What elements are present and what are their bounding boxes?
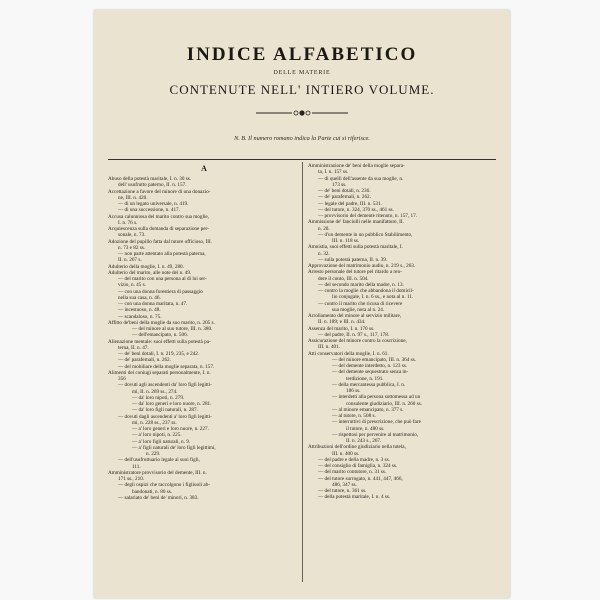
index-entry: II. n. 189; e III. n. 434. — [318, 319, 366, 326]
index-entry: — provvisorio del demente ritenuto, n. 157, 17. — [318, 213, 417, 219]
index-entry: bandonati, n. 80 ss. — [132, 488, 173, 495]
index-entry: — a' loro generi e loro nuore, n. 227. — [132, 426, 209, 432]
index-entry: — da' loro figli naturali, n. 287. — [132, 407, 198, 414]
index-entry: Abuso della potestà maritale, I. n. 30 ss. — [108, 176, 192, 182]
index-entry: — interdetti alla persona sottomessa ad un — [332, 394, 421, 401]
index-entry: Arrollamento del minore al servizio militare, — [308, 313, 402, 319]
index-entry: dell' usufrutto paterno, II. n. 157. — [118, 182, 187, 189]
index-entry: nella sua casa, n. 46. — [118, 294, 161, 301]
index-entry: III. n. 118 ss. — [332, 238, 360, 244]
index-entry: sonale, n. 73. — [118, 232, 146, 239]
index-entry: n. 73 e 82 ss. — [118, 244, 146, 251]
index-entry: Accusa calunniosa del marito contro sua moglie, — [108, 213, 209, 220]
index-entry: — a' loro figli naturali, n. 9. — [132, 438, 191, 445]
index-entry: — del mobiliare della moglie separata, n. 157. — [118, 363, 215, 370]
index-entry: terna, II. n. 47. — [118, 344, 149, 351]
index-entry: — dovuti dagli ascendenti a' loro figli legitti- — [118, 413, 212, 420]
index-entry: — contro il marito che ricusa di ricevere — [318, 300, 403, 307]
index-entry: n. 20. — [318, 225, 330, 232]
index-entry: — incestuoso, n. 48. — [118, 307, 161, 314]
subtitle-big: CONTENUTE NELL' INTIERO VOLUME. — [169, 82, 435, 97]
index-entry: — del demente interdetto, n. 123 ss. — [332, 363, 408, 369]
index-entry: — del tutore surrogato, n. 441, 447, 466, — [318, 475, 403, 482]
index-entry: — dell'emancipato, n. 506. — [132, 332, 188, 339]
index-entry: Alienazione mentale: suoi effetti sulla potestà pa- — [108, 338, 211, 345]
index-entry: vizio, n. 45 s. — [118, 282, 146, 289]
index-entry: — de' parafernali, n. 262. — [318, 194, 371, 201]
ornament-icon — [252, 107, 352, 119]
index-entry: Adulterio della moglie, I. n. 49, 280. — [108, 263, 184, 270]
index-entry: — degli ospizi che raccolgono i figliuoli ab- — [118, 482, 211, 489]
index-entry: 173 ss. — [332, 181, 347, 188]
index-entry: — della mercantessa pubblica, I. n. — [332, 381, 406, 388]
index-entry: Alimenti dei coniugi separati personalmente, I. n. — [108, 369, 211, 376]
index-entry: — da' loro generi e loro nuore, n. 281. — [132, 401, 212, 407]
index-entry: 356 — [118, 376, 126, 382]
index-entry: — di una successione, n. 417. — [118, 207, 180, 214]
index-entry: — del tutore, n. 361 ss. — [318, 488, 367, 494]
index-entry: — del tutore, n. 324, 370 ss., 461 ss. — [318, 206, 394, 213]
index-entry: — al tutore, n. 508 s. — [332, 413, 376, 419]
index-entry: — del demente sequestrato senza in- — [332, 369, 409, 376]
index-entry: 171 ss., 210. — [118, 476, 145, 482]
index-entry: Atti conservatori della moglie, I. n. 61. — [308, 350, 389, 357]
index-title: INDICE ALFABETICO — [186, 44, 418, 65]
index-entry: Arresto personale del tutore pel ritardo a ren- — [308, 269, 402, 276]
index-entry: — sulla potestà paterna, II. n. 39. — [318, 256, 388, 263]
index-entry: — di un legato universale, n. 419. — [118, 201, 189, 207]
index-entry: Affitto de'beni della moglie da suo marito, n. 205 s. — [108, 319, 215, 326]
index-entry: — de' beni dotali, n. 236. — [318, 188, 371, 194]
index-entry: — scandaloso, n. 75. — [118, 313, 162, 320]
index-entry: Assenza del marito, I. n. 170 ss. — [308, 325, 375, 332]
index-entry: — non parte attentato alla potestà paterna, — [118, 251, 206, 257]
index-entry: Ammissione de' fanciulli nelle manifatture, II. — [308, 219, 404, 226]
index-entry: Approvazione del matrimonio audio, n. 219 s., 263. — [308, 263, 416, 269]
index-entry: lio conjugale, I. n. 6 ss., e nota al n. 11. — [332, 294, 414, 301]
index-entry: Attribuzioni dell'ordine giudiziario nella tutela, — [308, 444, 406, 451]
index-entry: — contro la moglie che abbandona il domicil- — [318, 288, 414, 294]
index-entry: — dovuti agli ascendenti da' loro figli legitti- — [118, 382, 212, 389]
index-entry: — del padre e della madre, n. 3 ss. — [318, 456, 390, 463]
index-entry: — legale del padre, III. n. 531. — [318, 200, 382, 207]
index-entry: — salariato de' beni de' minori, n. 383. — [118, 494, 199, 501]
index-entry: Adulterio del marito, alle note del n. 49. — [108, 269, 192, 276]
index-entry: I. n. 76 s. — [118, 219, 138, 226]
reference-note: N. B. Il numero romano indica la Parte cui si riferisce. — [234, 135, 370, 142]
index-entry: 111. — [132, 463, 141, 470]
index-entry: n. 229. — [146, 451, 161, 457]
index-entry: — del minore al suo tutore, III. n. 380. — [132, 326, 213, 332]
index-entry: — della potestà maritale, I. n. 4 ss. — [318, 494, 391, 501]
subtitle-small: DELLE MATERIE — [273, 70, 331, 76]
index-entry: ne, III. n. 420. — [118, 194, 148, 201]
index-entry: mi, II. n. 269 ss., 274. — [132, 388, 178, 395]
index-entry: — dell'usufruttuario legale ai suoi figli, — [118, 457, 200, 464]
index-entry: — de' beni dotali, I. n. 219, 235, e 242. — [118, 351, 200, 357]
index-entry: 486, 347 ss. — [332, 481, 357, 488]
index-entry: Amministratore provvisorio del demente, III. n. — [108, 469, 207, 476]
index-entry: Amministrazione de' beni della moglie separa- — [308, 163, 405, 169]
section-letter: A — [201, 164, 207, 173]
index-entry: — da' loro nipoti, n. 279. — [132, 394, 185, 401]
right-column — [308, 163, 500, 501]
index-entry: II. n. 243 s., 267. — [346, 438, 382, 444]
index-entry: il tutore, n. 480 ss. — [346, 425, 385, 432]
index-entry: — a' figli naturali de' loro figli legittimi, — [132, 444, 216, 451]
index-entry: sua moglie, nota al n. 24. — [332, 306, 385, 313]
index-entry: n. 32. — [318, 250, 330, 257]
index-entry: Acquiescenza sulla domanda di separazione per- — [108, 226, 209, 232]
index-entry: III. n. 401. — [318, 344, 341, 351]
index-entry: — del marito contutore, n. 31 ss. — [318, 469, 387, 476]
index-entry: terdizione, n. 191. — [346, 375, 384, 382]
left-column — [108, 163, 300, 501]
index-entry: — de' parafernali, n. 262. — [118, 357, 171, 364]
index-entry: II. n. 267 s. — [118, 257, 142, 264]
document-page — [94, 10, 510, 598]
index-entry: — del minore emancipato, III. n. 364 ss. — [332, 356, 416, 363]
index-entry: — del secondo marito della madre, n. 13. — [318, 281, 404, 288]
index-entry: — con una donna forestiera di passaggio — [118, 288, 203, 295]
index-entry: consulente giudiziario, III. n. 260 ss. — [346, 400, 422, 407]
index-entry: — d'un demente in un pubblico Stabilimento, — [318, 231, 413, 238]
column-divider — [302, 162, 303, 582]
index-entry: — a' loro nipoti, n. 225. — [132, 432, 182, 439]
index-entry: — con una donna maritata, n. 47. — [118, 301, 188, 307]
index-entry: dere il conto, III. n. 504. — [318, 275, 369, 282]
index-entry: ta, I. n. 157 ss. — [318, 169, 349, 176]
top-rule — [108, 159, 496, 160]
index-entry: 186 ss. — [346, 388, 361, 394]
index-entry: — del consiglio di famiglia, n. 324 ss. — [318, 463, 398, 469]
index-entry: Assicurazione del minore contro la coscrizione, — [308, 338, 407, 344]
index-entry: — di quelli dell'assente da sua moglie, n. — [318, 175, 404, 182]
index-entry: — interruttivi di prescrizione, che può fare — [332, 419, 421, 426]
index-entry: — rispettosi per pervenire al matrimonio, — [332, 431, 419, 438]
index-entry: Adozione del pupillo fatta dal tutore officioso, III. — [108, 238, 213, 245]
index-entry: — al minore emancipato, n. 377 s. — [332, 406, 404, 413]
index-entry: mi, n. 228 ss., 237 ss. — [132, 419, 177, 426]
index-entry: — del marito con una persona al di lui ser- — [118, 276, 207, 282]
index-entry: Amnistia, suoi effetti sulla potestà maritale, I. — [308, 244, 403, 251]
index-entry: Accettazione a favore del minore di una donazio- — [108, 188, 211, 195]
index-entry: — del padre, II. n. 97 s., 117, 178. — [318, 331, 390, 338]
index-entry: III. n. 400 ss. — [332, 450, 360, 457]
